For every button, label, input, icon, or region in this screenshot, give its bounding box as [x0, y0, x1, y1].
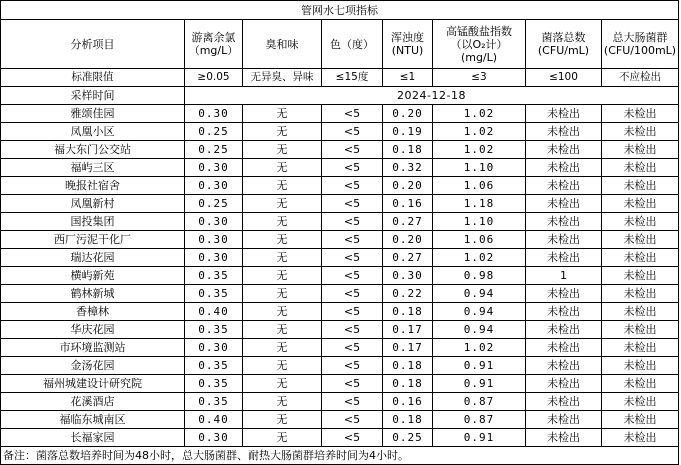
header-chlorine-line2: （mg/L） [188, 44, 239, 57]
header-color: 色（度） [322, 20, 383, 69]
colony-value: 未检出 [526, 429, 602, 447]
coliform-value: 未检出 [602, 357, 679, 375]
site-name: 瑞达花园 [1, 249, 185, 267]
colony-value: 未检出 [526, 105, 602, 123]
site-name: 凤凰小区 [1, 123, 185, 141]
table-row [1, 411, 679, 429]
turbidity-value: 0.18 [383, 411, 433, 429]
color-value: <5 [322, 285, 383, 303]
header-coliform-line2: (CFU/100mL) [603, 44, 677, 57]
header-item: 分析项目 [1, 20, 185, 69]
table-row [1, 177, 679, 195]
table-row [1, 285, 679, 303]
site-name: 福屿三区 [1, 159, 185, 177]
turbidity-value: 0.22 [383, 285, 433, 303]
turbidity-value: 0.16 [383, 195, 433, 213]
standard-row [1, 69, 679, 87]
standard-cod: ≤3 [433, 69, 526, 87]
cod-value: 1.10 [433, 213, 526, 231]
turbidity-value: 0.18 [383, 141, 433, 159]
site-name: 华庆花园 [1, 321, 185, 339]
table-row [1, 339, 679, 357]
chlorine-value: 0.30 [185, 339, 243, 357]
coliform-value: 未检出 [602, 321, 679, 339]
chlorine-value: 0.25 [185, 195, 243, 213]
turbidity-value: 0.16 [383, 393, 433, 411]
table-row [1, 321, 679, 339]
coliform-value: 未检出 [602, 303, 679, 321]
colony-value: 未检出 [526, 159, 602, 177]
turbidity-value: 0.18 [383, 357, 433, 375]
note-text: 备注：菌落总数培养时间为48小时，总大肠菌群、耐热大肠菌群培养时间为4小时。 [1, 447, 679, 465]
site-name: 花溪酒店 [1, 393, 185, 411]
chlorine-value: 0.35 [185, 321, 243, 339]
chlorine-value: 0.30 [185, 105, 243, 123]
color-value: <5 [322, 339, 383, 357]
header-cod-line2: （以O₂计） [450, 37, 508, 51]
odor-value: 无 [243, 249, 322, 267]
odor-value: 无 [243, 231, 322, 249]
color-value: <5 [322, 195, 383, 213]
colony-value: 未检出 [526, 375, 602, 393]
color-value: <5 [322, 303, 383, 321]
chlorine-value: 0.30 [185, 429, 243, 447]
chlorine-value: 0.25 [185, 123, 243, 141]
table-row [1, 159, 679, 177]
turbidity-value: 0.30 [383, 267, 433, 285]
odor-value: 无 [243, 429, 322, 447]
color-value: <5 [322, 249, 383, 267]
turbidity-value: 0.17 [383, 339, 433, 357]
table-row [1, 429, 679, 447]
cod-value: 1.02 [433, 123, 526, 141]
site-name: 西厂污泥干化厂 [1, 231, 185, 249]
coliform-value: 未检出 [602, 105, 679, 123]
site-name: 国投集团 [1, 213, 185, 231]
coliform-value: 未检出 [602, 375, 679, 393]
odor-value: 无 [243, 285, 322, 303]
coliform-value: 未检出 [602, 429, 679, 447]
site-name: 市环境监测站 [1, 339, 185, 357]
color-value: <5 [322, 321, 383, 339]
header-coliform [602, 20, 679, 69]
table-row [1, 303, 679, 321]
turbidity-value: 0.20 [383, 105, 433, 123]
header-cod [433, 20, 526, 69]
turbidity-value: 0.17 [383, 321, 433, 339]
color-value: <5 [322, 393, 383, 411]
site-name: 长福家园 [1, 429, 185, 447]
header-row [1, 20, 679, 69]
table-row [1, 249, 679, 267]
coliform-value: 未检出 [602, 249, 679, 267]
header-coliform-line1: 总大肠菌群 [612, 31, 668, 44]
color-value: <5 [322, 141, 383, 159]
coliform-value: 未检出 [602, 213, 679, 231]
standard-coliform: 不应检出 [602, 69, 679, 87]
cod-value: 1.02 [433, 141, 526, 159]
turbidity-value: 0.20 [383, 231, 433, 249]
turbidity-value: 0.20 [383, 177, 433, 195]
colony-value: 未检出 [526, 411, 602, 429]
site-name: 福州城建设计研究院 [1, 375, 185, 393]
turbidity-value: 0.27 [383, 249, 433, 267]
odor-value: 无 [243, 141, 322, 159]
chlorine-value: 0.40 [185, 303, 243, 321]
coliform-value: 未检出 [602, 177, 679, 195]
colony-value: 未检出 [526, 393, 602, 411]
standard-odor: 无异臭、异味 [243, 69, 322, 87]
table-row [1, 123, 679, 141]
colony-value: 未检出 [526, 321, 602, 339]
header-turbidity [383, 20, 433, 69]
coliform-value: 未检出 [602, 195, 679, 213]
odor-value: 无 [243, 195, 322, 213]
turbidity-value: 0.25 [383, 429, 433, 447]
odor-value: 无 [243, 321, 322, 339]
odor-value: 无 [243, 123, 322, 141]
colony-value: 未检出 [526, 177, 602, 195]
site-name: 金汤花园 [1, 357, 185, 375]
site-name: 福临东城南区 [1, 411, 185, 429]
cod-value: 0.91 [433, 429, 526, 447]
chlorine-value: 0.35 [185, 393, 243, 411]
coliform-value: 未检出 [602, 285, 679, 303]
chlorine-value: 0.30 [185, 231, 243, 249]
cod-value: 1.10 [433, 159, 526, 177]
color-value: <5 [322, 105, 383, 123]
odor-value: 无 [243, 303, 322, 321]
note-row [1, 447, 679, 465]
chlorine-value: 0.40 [185, 411, 243, 429]
color-value: <5 [322, 429, 383, 447]
standard-color: ≤15度 [322, 69, 383, 87]
table-row [1, 375, 679, 393]
odor-value: 无 [243, 177, 322, 195]
sampling-label: 采样时间 [1, 87, 185, 105]
site-name: 鹤林新城 [1, 285, 185, 303]
odor-value: 无 [243, 105, 322, 123]
title-row [1, 1, 679, 20]
sampling-date: 2024-12-18 [185, 87, 679, 105]
coliform-value: 未检出 [602, 339, 679, 357]
table-title: 管网水七项指标 [1, 1, 679, 20]
odor-value: 无 [243, 267, 322, 285]
cod-value: 1.18 [433, 195, 526, 213]
turbidity-value: 0.27 [383, 213, 433, 231]
table-row [1, 267, 679, 285]
cod-value: 0.91 [433, 357, 526, 375]
header-colony-line1: 菌落总数 [541, 31, 586, 44]
color-value: <5 [322, 231, 383, 249]
coliform-value: 未检出 [602, 267, 679, 285]
color-value: <5 [322, 177, 383, 195]
colony-value: 未检出 [526, 123, 602, 141]
table-row [1, 393, 679, 411]
header-colony [526, 20, 602, 69]
site-name: 香樟林 [1, 303, 185, 321]
header-chlorine-line1: 游离余氯 [191, 31, 236, 44]
cod-value: 1.06 [433, 177, 526, 195]
cod-value: 0.94 [433, 321, 526, 339]
standard-chlorine: ≥0.05 [185, 69, 243, 87]
chlorine-value: 0.30 [185, 159, 243, 177]
chlorine-value: 0.25 [185, 141, 243, 159]
cod-value: 0.87 [433, 393, 526, 411]
table-row [1, 105, 679, 123]
header-odor: 臭和味 [243, 20, 322, 69]
table-row [1, 141, 679, 159]
colony-value: 未检出 [526, 339, 602, 357]
odor-value: 无 [243, 213, 322, 231]
header-turbidity-line2: (NTU) [391, 44, 424, 57]
coliform-value: 未检出 [602, 141, 679, 159]
header-cod-line3: (mg/L) [460, 50, 498, 64]
color-value: <5 [322, 267, 383, 285]
cod-value: 0.91 [433, 375, 526, 393]
chlorine-value: 0.30 [185, 177, 243, 195]
table-row [1, 357, 679, 375]
color-value: <5 [322, 375, 383, 393]
cod-value: 1.02 [433, 339, 526, 357]
table-row [1, 231, 679, 249]
chlorine-value: 0.35 [185, 357, 243, 375]
colony-value: 未检出 [526, 195, 602, 213]
chlorine-value: 0.35 [185, 267, 243, 285]
site-name: 雅颂佳园 [1, 105, 185, 123]
coliform-value: 未检出 [602, 159, 679, 177]
chlorine-value: 0.30 [185, 213, 243, 231]
standard-colony: ≤100 [526, 69, 602, 87]
standard-turbidity: ≤1 [383, 69, 433, 87]
colony-value: 未检出 [526, 303, 602, 321]
cod-value: 0.87 [433, 411, 526, 429]
chlorine-value: 0.30 [185, 249, 243, 267]
odor-value: 无 [243, 411, 322, 429]
color-value: <5 [322, 123, 383, 141]
header-cod-line1: 高锰酸盐指数 [446, 24, 512, 38]
turbidity-value: 0.18 [383, 375, 433, 393]
coliform-value: 未检出 [602, 231, 679, 249]
standard-label: 标准限值 [1, 69, 185, 87]
site-name: 福大东门公交站 [1, 141, 185, 159]
cod-value: 1.02 [433, 249, 526, 267]
colony-value: 未检出 [526, 285, 602, 303]
odor-value: 无 [243, 393, 322, 411]
color-value: <5 [322, 213, 383, 231]
site-name: 横屿新苑 [1, 267, 185, 285]
cod-value: 0.98 [433, 267, 526, 285]
turbidity-value: 0.32 [383, 159, 433, 177]
color-value: <5 [322, 159, 383, 177]
header-colony-line2: (CFU/mL) [537, 44, 590, 57]
turbidity-value: 0.19 [383, 123, 433, 141]
odor-value: 无 [243, 159, 322, 177]
sampling-row [1, 87, 679, 105]
chlorine-value: 0.35 [185, 375, 243, 393]
header-chlorine [185, 20, 243, 69]
chlorine-value: 0.35 [185, 285, 243, 303]
coliform-value: 未检出 [602, 411, 679, 429]
colony-value: 未检出 [526, 213, 602, 231]
cod-value: 0.94 [433, 303, 526, 321]
odor-value: 无 [243, 339, 322, 357]
coliform-value: 未检出 [602, 123, 679, 141]
odor-value: 无 [243, 357, 322, 375]
cod-value: 0.94 [433, 285, 526, 303]
cod-value: 1.06 [433, 231, 526, 249]
coliform-value: 未检出 [602, 393, 679, 411]
color-value: <5 [322, 357, 383, 375]
site-name: 晚报社宿舍 [1, 177, 185, 195]
colony-value: 未检出 [526, 141, 602, 159]
site-name: 凤凰新村 [1, 195, 185, 213]
odor-value: 无 [243, 375, 322, 393]
colony-value: 未检出 [526, 357, 602, 375]
colony-value: 1 [526, 267, 602, 285]
cod-value: 1.02 [433, 105, 526, 123]
table-row [1, 195, 679, 213]
header-turbidity-line1: 浑浊度 [391, 31, 424, 44]
color-value: <5 [322, 411, 383, 429]
table-row [1, 213, 679, 231]
turbidity-value: 0.18 [383, 303, 433, 321]
colony-value: 未检出 [526, 231, 602, 249]
colony-value: 未检出 [526, 249, 602, 267]
